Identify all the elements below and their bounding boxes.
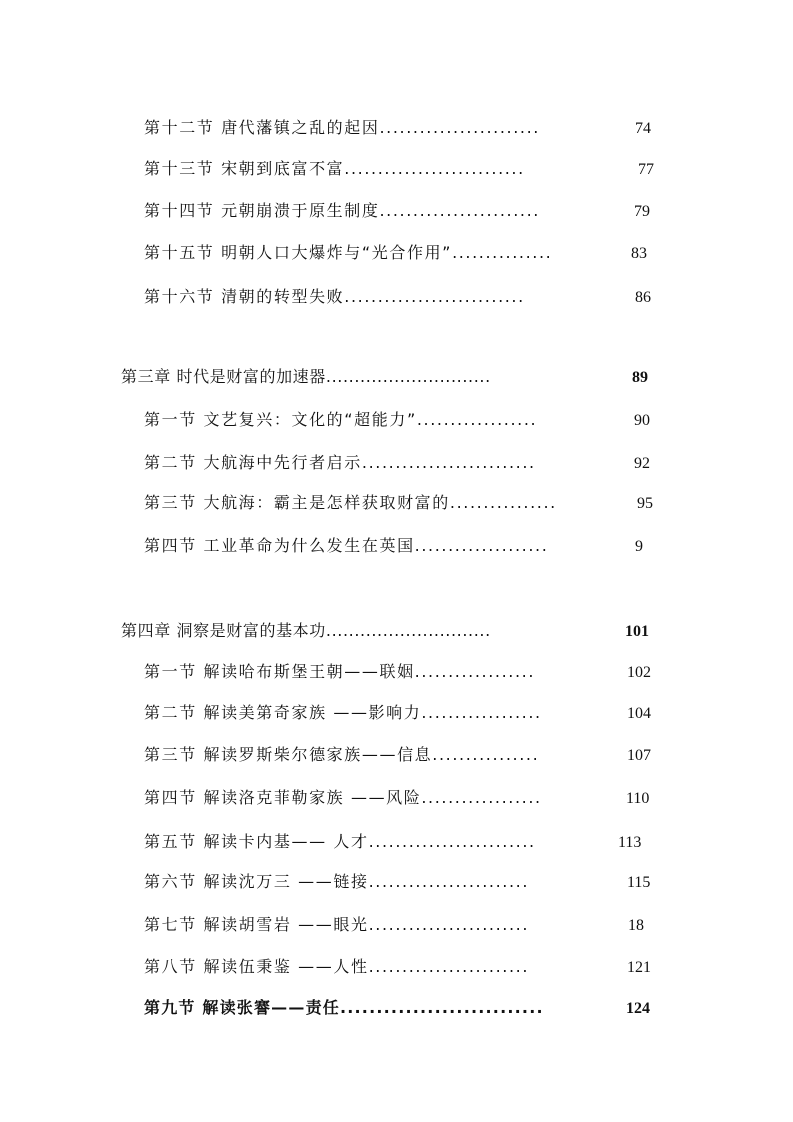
toc-entry-title: 第四节 工业革命为什么发生在英国.................... xyxy=(144,536,549,555)
toc-entry-title: 第十四节 元朝崩溃于原生制度........................ xyxy=(144,201,540,220)
toc-entry-title: 第一节 文艺复兴：文化的“超能力”.................. xyxy=(144,410,538,429)
toc-entry[interactable] xyxy=(0,787,793,817)
toc-entry[interactable] xyxy=(0,492,793,522)
toc-chapter-page: 101 xyxy=(625,623,649,640)
toc-entry-page: 79 xyxy=(634,203,650,220)
toc-entry-title: 第十五节 明朝人口大爆炸与“光合作用”............... xyxy=(144,243,553,262)
toc-entry-page: 74 xyxy=(635,120,651,137)
toc-entry-page: 121 xyxy=(627,959,651,976)
toc-entry-page: 102 xyxy=(627,664,651,681)
toc-entry-page: 107 xyxy=(627,747,651,764)
toc-entry[interactable] xyxy=(0,286,793,316)
toc-entry-title: 第十三节 宋朝到底富不富........................... xyxy=(144,159,525,178)
toc-entry-title: 第三节 解读罗斯柴尔德家族——信息................ xyxy=(144,745,540,764)
toc-entry-page: 83 xyxy=(631,245,647,262)
toc-entry-page: 95 xyxy=(637,495,653,512)
toc-entry-title: 第一节 解读哈布斯堡王朝——联姻.................. xyxy=(144,662,536,681)
toc-entry[interactable] xyxy=(0,831,793,861)
toc-entry[interactable] xyxy=(0,661,793,691)
toc-entry-current[interactable] xyxy=(0,997,793,1027)
toc-entry-title: 第五节 解读卡内基—— 人才......................... xyxy=(144,832,536,851)
toc-entry-title: 第九节 解读张謇——责任............................ xyxy=(144,998,544,1017)
toc-entry[interactable] xyxy=(0,702,793,732)
toc-entry[interactable] xyxy=(0,452,793,482)
toc-entry-title: 第二节 大航海中先行者启示.......................... xyxy=(144,453,536,472)
toc-entry-page: 90 xyxy=(634,412,650,429)
toc-entry-title: 第十二节 唐代藩镇之乱的起因........................ xyxy=(144,118,540,137)
toc-entry-page: 18 xyxy=(628,917,644,934)
toc-entry[interactable] xyxy=(0,242,793,272)
toc-entry-page: 104 xyxy=(627,705,651,722)
toc-entry-page: 9 xyxy=(635,538,643,555)
toc-chapter-page: 89 xyxy=(632,369,648,386)
toc-chapter-title: 第四章 洞察是财富的基本功............................. xyxy=(121,621,491,640)
toc-entry-page: 86 xyxy=(635,289,651,306)
toc-entry-title: 第七节 解读胡雪岩 ——眼光........................ xyxy=(144,915,530,934)
toc-entry-page: 113 xyxy=(618,834,642,851)
toc-entry[interactable] xyxy=(0,117,793,147)
toc-entry[interactable] xyxy=(0,200,793,230)
toc-entry-title: 第二节 解读美第奇家族 ——影响力.................. xyxy=(144,703,542,722)
toc-entry-page: 115 xyxy=(627,874,651,891)
toc-entry-title: 第六节 解读沈万三 ——链接........................ xyxy=(144,872,530,891)
toc-entry[interactable] xyxy=(0,914,793,944)
toc-entry[interactable] xyxy=(0,744,793,774)
toc-entry-title: 第八节 解读伍秉鉴 ——人性........................ xyxy=(144,957,530,976)
toc-entry-page: 92 xyxy=(634,455,650,472)
toc-entry-page: 77 xyxy=(638,161,654,178)
toc-entry[interactable] xyxy=(0,535,793,565)
toc-entry-title: 第三节 大航海：霸主是怎样获取财富的................ xyxy=(144,493,557,512)
toc-entry[interactable] xyxy=(0,871,793,901)
toc-entry[interactable] xyxy=(0,956,793,986)
toc-entry-title: 第十六节 清朝的转型失败........................... xyxy=(144,287,525,306)
toc-chapter-heading[interactable] xyxy=(0,620,793,650)
toc-entry-page: 110 xyxy=(626,790,650,807)
toc-entry-page: 124 xyxy=(626,1000,650,1017)
toc-chapter-heading[interactable] xyxy=(0,366,793,396)
toc-entry-title: 第四节 解读洛克菲勒家族 ——风险.................. xyxy=(144,788,542,807)
toc-entry[interactable] xyxy=(0,158,793,188)
toc-entry[interactable] xyxy=(0,409,793,439)
toc-chapter-title: 第三章 时代是财富的加速器............................. xyxy=(121,367,491,386)
